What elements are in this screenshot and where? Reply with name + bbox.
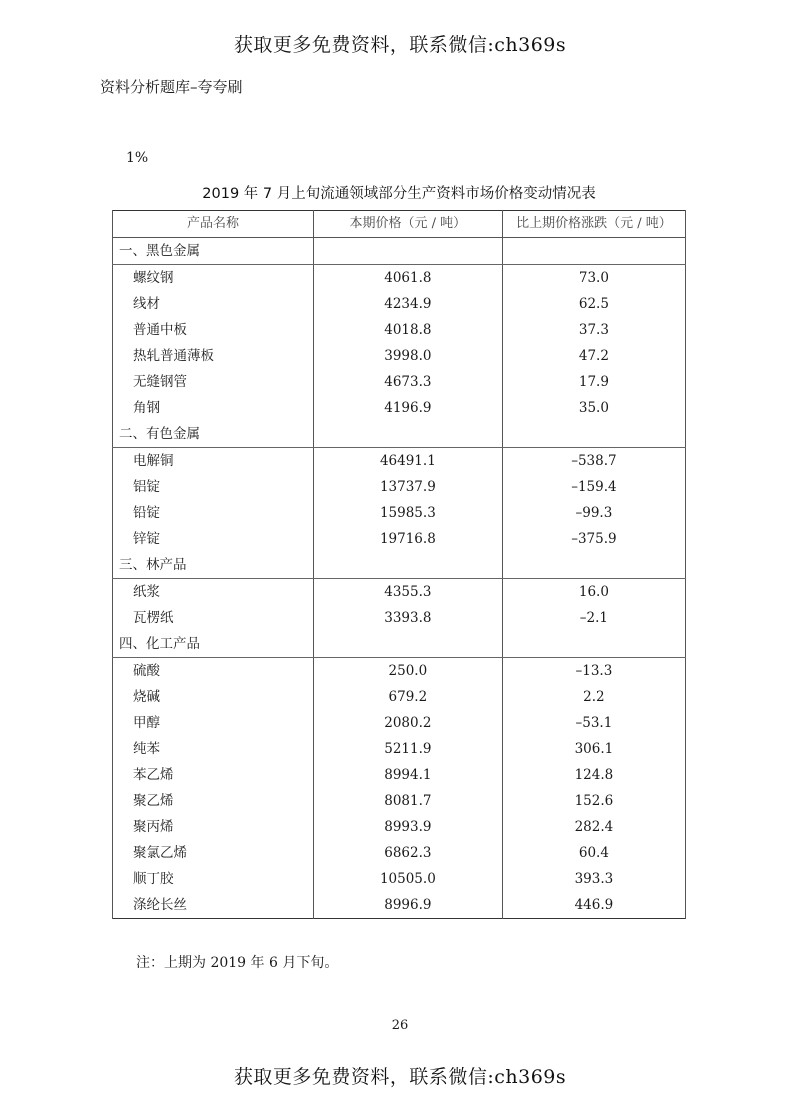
table-row [113, 448, 686, 475]
product-price: 4196.9 [313, 395, 502, 421]
category-change-empty [502, 238, 685, 265]
category-price-empty [313, 552, 502, 579]
product-price: 3998.0 [313, 343, 502, 369]
table-row [113, 369, 686, 395]
product-price: 4673.3 [313, 369, 502, 395]
product-name: 瓦楞纸 [113, 605, 314, 631]
table-row [113, 762, 686, 788]
product-change: 306.1 [502, 736, 685, 762]
table-row [113, 840, 686, 866]
table-row [113, 265, 686, 292]
category-change-empty [502, 631, 685, 658]
product-change: 37.3 [502, 317, 685, 343]
table-row [113, 605, 686, 631]
product-price: 4355.3 [313, 579, 502, 606]
product-price: 8994.1 [313, 762, 502, 788]
product-name: 纸浆 [113, 579, 314, 606]
category-row [113, 631, 686, 658]
product-price: 4234.9 [313, 291, 502, 317]
watermark-bottom: 获取更多免费资料，联系微信:ch369s [233, 1066, 567, 1088]
category-name: 二、有色金属 [113, 421, 314, 448]
table-row [113, 658, 686, 685]
product-change: 60.4 [502, 840, 685, 866]
product-change: –99.3 [502, 500, 685, 526]
product-name: 聚乙烯 [113, 788, 314, 814]
table-row [113, 814, 686, 840]
product-price: 46491.1 [313, 448, 502, 475]
product-name: 铅锭 [113, 500, 314, 526]
category-name: 一、黑色金属 [113, 238, 314, 265]
product-change: –538.7 [502, 448, 685, 475]
header-product-name: 产品名称 [113, 211, 314, 238]
product-name: 甲醇 [113, 710, 314, 736]
page-number: 26 [391, 1018, 409, 1033]
table-row [113, 710, 686, 736]
category-price-empty [313, 631, 502, 658]
product-price: 6862.3 [313, 840, 502, 866]
product-name: 电解铜 [113, 448, 314, 475]
table-title: 2019 年 7 月上旬流通领域部分生产资料市场价格变动情况表 [202, 186, 596, 202]
category-change-empty [502, 552, 685, 579]
table-row [113, 892, 686, 919]
product-price: 250.0 [313, 658, 502, 685]
table-row [113, 684, 686, 710]
product-name: 聚丙烯 [113, 814, 314, 840]
product-change: 2.2 [502, 684, 685, 710]
category-row [113, 421, 686, 448]
product-change: –375.9 [502, 526, 685, 552]
table-header-row [113, 211, 686, 238]
product-change: –13.3 [502, 658, 685, 685]
table-row [113, 291, 686, 317]
product-price: 15985.3 [313, 500, 502, 526]
product-price: 3393.8 [313, 605, 502, 631]
product-change: 47.2 [502, 343, 685, 369]
product-name: 顺丁胶 [113, 866, 314, 892]
table-row [113, 866, 686, 892]
category-price-empty [313, 421, 502, 448]
table-row [113, 500, 686, 526]
product-name: 角钢 [113, 395, 314, 421]
product-name: 铝锭 [113, 474, 314, 500]
product-change: –2.1 [502, 605, 685, 631]
product-price: 8996.9 [313, 892, 502, 919]
product-price: 5211.9 [313, 736, 502, 762]
product-price: 4018.8 [313, 317, 502, 343]
product-price: 19716.8 [313, 526, 502, 552]
product-change: –53.1 [502, 710, 685, 736]
product-change: 35.0 [502, 395, 685, 421]
product-price: 2080.2 [313, 710, 502, 736]
product-change: 73.0 [502, 265, 685, 292]
product-change: 62.5 [502, 291, 685, 317]
product-change: 282.4 [502, 814, 685, 840]
header-price-change: 比上期价格涨跌（元 / 吨） [502, 211, 685, 238]
table-note: 注：上期为 2019 年 6 月下旬。 [136, 955, 339, 971]
header-current-price: 本期价格（元 / 吨） [313, 211, 502, 238]
product-change: 393.3 [502, 866, 685, 892]
table-body [113, 238, 686, 919]
product-name: 硫酸 [113, 658, 314, 685]
text-fragment: 1% [126, 150, 149, 166]
product-name: 涤纶长丝 [113, 892, 314, 919]
product-name: 纯苯 [113, 736, 314, 762]
category-row [113, 552, 686, 579]
table-row [113, 317, 686, 343]
product-price: 13737.9 [313, 474, 502, 500]
product-price: 8081.7 [313, 788, 502, 814]
product-price: 10505.0 [313, 866, 502, 892]
table-row [113, 788, 686, 814]
product-name: 普通中板 [113, 317, 314, 343]
product-name: 聚氯乙烯 [113, 840, 314, 866]
product-name: 锌锭 [113, 526, 314, 552]
product-price: 4061.8 [313, 265, 502, 292]
price-table [112, 210, 686, 919]
table-row [113, 343, 686, 369]
table-row [113, 736, 686, 762]
product-price: 8993.9 [313, 814, 502, 840]
category-name: 四、化工产品 [113, 631, 314, 658]
product-name: 线材 [113, 291, 314, 317]
category-price-empty [313, 238, 502, 265]
product-price: 679.2 [313, 684, 502, 710]
watermark-top: 获取更多免费资料，联系微信:ch369s [233, 34, 567, 56]
product-change: 446.9 [502, 892, 685, 919]
category-change-empty [502, 421, 685, 448]
table-row [113, 395, 686, 421]
product-change: 152.6 [502, 788, 685, 814]
product-change: –159.4 [502, 474, 685, 500]
category-row [113, 238, 686, 265]
product-name: 无缝钢管 [113, 369, 314, 395]
product-change: 124.8 [502, 762, 685, 788]
product-name: 苯乙烯 [113, 762, 314, 788]
table-row [113, 474, 686, 500]
product-name: 螺纹钢 [113, 265, 314, 292]
product-change: 16.0 [502, 579, 685, 606]
category-name: 三、林产品 [113, 552, 314, 579]
document-subheader: 资料分析题库–夸夸刷 [100, 78, 243, 96]
table-row [113, 579, 686, 606]
product-name: 烧碱 [113, 684, 314, 710]
product-change: 17.9 [502, 369, 685, 395]
table-row [113, 526, 686, 552]
product-name: 热轧普通薄板 [113, 343, 314, 369]
